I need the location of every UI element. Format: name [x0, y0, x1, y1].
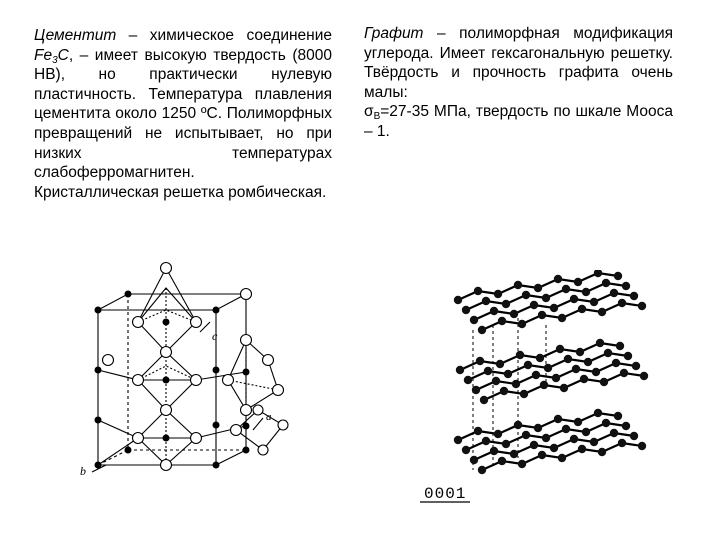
carbon-atom [574, 278, 582, 286]
carbon-atom [616, 342, 624, 350]
carbon-atom [514, 421, 522, 429]
carbon-atom [542, 434, 550, 442]
carbon-atom [562, 425, 570, 433]
carbon-atom [524, 361, 532, 369]
carbon-atom [522, 291, 530, 299]
carbon-atom [494, 430, 502, 438]
plane-label: 0001 [424, 485, 467, 503]
carbon-atom [482, 297, 490, 305]
carbon-atom [610, 289, 618, 297]
carbon-atom [558, 314, 566, 322]
graphite-strength-text: $\sigma_В=27-35$ МПа, твердость по шкале Мооса – 1. [364, 103, 673, 140]
carbon-atom [498, 317, 506, 325]
carbon-atom [556, 345, 564, 353]
carbon-atom [624, 352, 632, 360]
carbon-atom [630, 432, 638, 440]
graphite-definition-text: – полиморфная модификация углерода. Имеет гексагональную решетку. [364, 25, 673, 62]
carbon-atom [598, 308, 606, 316]
carbon-atom [512, 380, 520, 388]
carbon-atom [538, 451, 546, 459]
carbon-atom [530, 441, 538, 449]
carbon-atom [478, 466, 486, 474]
cementite-melting-text: Температура плавления цементита около 1250 ºС. [34, 85, 332, 123]
carbon-atom [622, 282, 630, 290]
carbon-atom [542, 294, 550, 302]
graphite-softness-text: Твёрдость и прочность графита очень малы: [364, 64, 673, 101]
carbon-atom [474, 287, 482, 295]
carbon-atom [602, 419, 610, 427]
carbon-atom [564, 355, 572, 363]
carbon-atom [576, 348, 584, 356]
carbon-atom [480, 396, 488, 404]
carbon-atom [538, 311, 546, 319]
cementite-lattice-text: Кристаллическая решетка ромбическая. [34, 183, 327, 201]
carbon-atom [592, 368, 600, 376]
carbon-atom [462, 446, 470, 454]
carbon-atom [534, 424, 542, 432]
cementite-term: Цементит [34, 27, 117, 44]
carbon-atom [502, 440, 510, 448]
graphite-description [364, 24, 673, 142]
carbon-atom [604, 349, 612, 357]
carbon-atom [518, 460, 526, 468]
carbon-atom [540, 381, 548, 389]
carbon-atom [638, 302, 646, 310]
carbon-atom [550, 304, 558, 312]
carbon-atom [478, 326, 486, 334]
carbon-atom [520, 390, 528, 398]
carbon-atom [470, 456, 478, 464]
graphite-term: Графит [364, 25, 424, 42]
carbon-atom [490, 447, 498, 455]
carbon-atom [530, 301, 538, 309]
carbon-atom [580, 375, 588, 383]
carbon-atom [554, 275, 562, 283]
carbon-atom [570, 295, 578, 303]
carbon-atom [476, 357, 484, 365]
carbon-atom [500, 387, 508, 395]
axis-c-label: c [212, 329, 218, 343]
carbon-atom [474, 427, 482, 435]
axis-a-label: a [266, 411, 272, 423]
carbon-atom [514, 281, 522, 289]
carbon-atom [638, 442, 646, 450]
axis-b-label: b [80, 464, 86, 478]
carbon-atom [522, 431, 530, 439]
carbon-atom [464, 376, 472, 384]
carbon-atom [630, 292, 638, 300]
carbon-atom [618, 439, 626, 447]
carbon-atom [536, 354, 544, 362]
carbon-atom [544, 364, 552, 372]
graphite-lattice-diagram [418, 270, 680, 520]
carbon-atom [584, 358, 592, 366]
carbon-atom [578, 445, 586, 453]
carbon-atom [562, 285, 570, 293]
carbon-atom [510, 310, 518, 318]
cementite-description [34, 26, 332, 202]
carbon-atom [482, 437, 490, 445]
carbon-atom [518, 320, 526, 328]
carbon-atom [582, 428, 590, 436]
carbon-atom [510, 450, 518, 458]
cementite-polymorph-text: Полиморфных превращений не испытывает, но при низких температурах слабоферромагнитен. [34, 105, 332, 182]
carbon-atom [598, 448, 606, 456]
carbon-atom [462, 306, 470, 314]
carbon-atom [490, 307, 498, 315]
carbon-atom [612, 359, 620, 367]
carbon-atom [596, 339, 604, 347]
carbon-atom [550, 444, 558, 452]
carbon-atom [498, 457, 506, 465]
carbon-atom [618, 299, 626, 307]
carbon-atom [558, 454, 566, 462]
carbon-atom [552, 374, 560, 382]
carbon-atom [640, 372, 648, 380]
carbon-atom [532, 371, 540, 379]
cementite-paragraph [34, 26, 332, 183]
carbon-atom [594, 270, 602, 277]
carbon-atom [534, 284, 542, 292]
carbon-atom [484, 367, 492, 375]
carbon-atom [590, 298, 598, 306]
graphite-paragraph [364, 24, 673, 102]
cementite-hardness-text: , – имеет высокую твердость (8000 HB), но практически нулевую пластичность. [34, 46, 332, 103]
carbon-atom [594, 409, 602, 417]
carbon-atom [516, 351, 524, 359]
cementite-dash-text: – химическое соединение [116, 27, 332, 44]
carbon-atom [632, 362, 640, 370]
carbon-atom [560, 384, 568, 392]
carbon-atom [614, 412, 622, 420]
carbon-atom [454, 296, 462, 304]
carbon-atom [572, 365, 580, 373]
carbon-atom [622, 422, 630, 430]
carbon-atom [614, 272, 622, 280]
carbon-atom [470, 316, 478, 324]
carbon-atom [454, 436, 462, 444]
carbon-atom [494, 290, 502, 298]
carbon-atom [496, 360, 504, 368]
carbon-atom [620, 369, 628, 377]
carbon-atom [600, 378, 608, 386]
cementite-formula: $Fe_3C$ [34, 46, 69, 66]
carbon-atom [570, 435, 578, 443]
carbon-atom [554, 415, 562, 423]
cementite-lattice-diagram [78, 260, 323, 490]
carbon-atom [574, 418, 582, 426]
carbon-atom [472, 386, 480, 394]
carbon-atom [590, 438, 598, 446]
carbon-atom [602, 279, 610, 287]
carbon-atom [504, 370, 512, 378]
carbon-atom [578, 305, 586, 313]
carbon-atom [582, 288, 590, 296]
carbon-atom [610, 429, 618, 437]
carbon-atom [456, 366, 464, 374]
carbon-atom [492, 377, 500, 385]
carbon-atom [502, 300, 510, 308]
